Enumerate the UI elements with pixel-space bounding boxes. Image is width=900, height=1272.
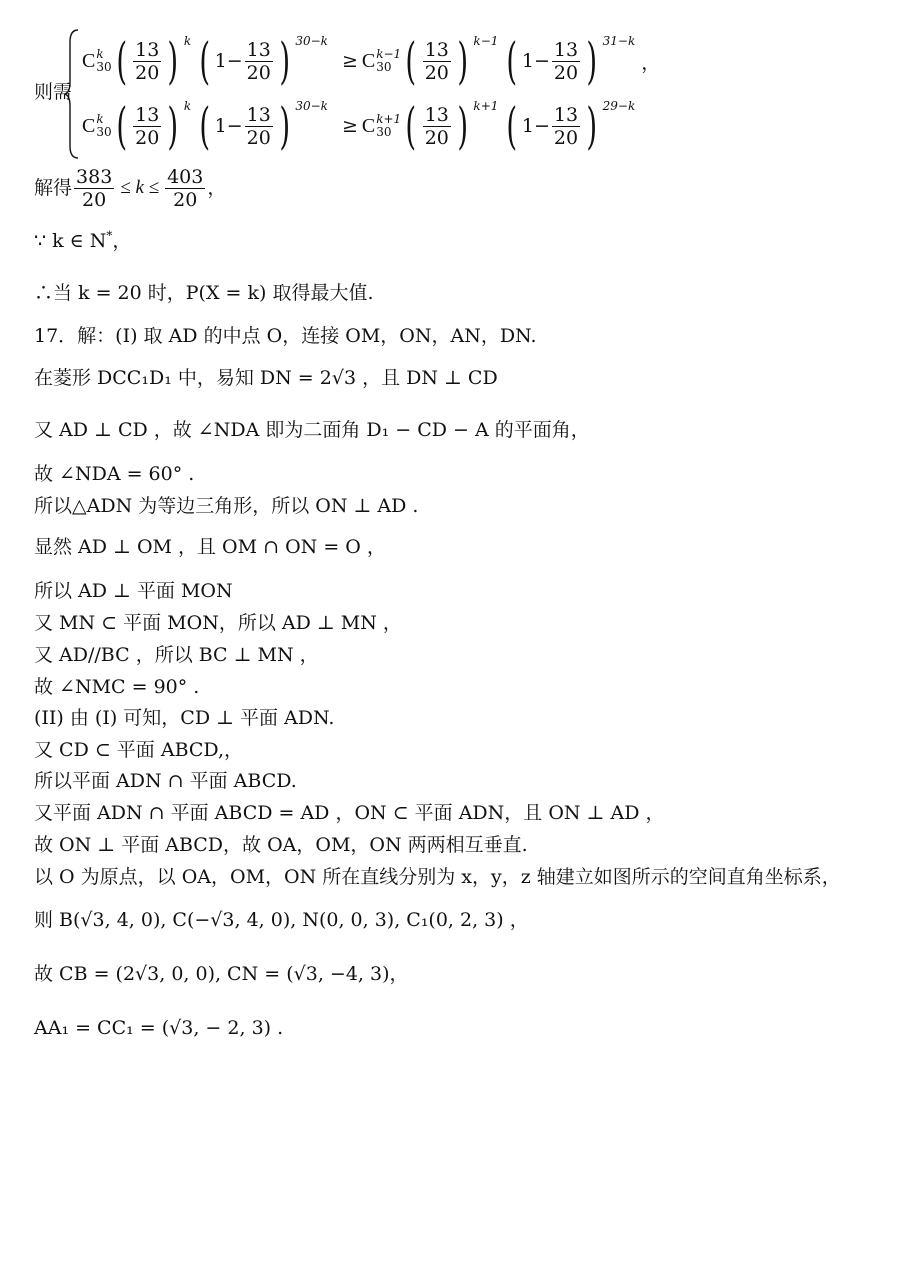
equilateral-line: 所以△ADN 为等边三角形，所以 ON ⊥ AD . (34, 495, 419, 517)
vector-aa1-line: AA₁ = CC₁ = (√3, − 2, 3) . (34, 1017, 284, 1039)
inequality-row-1: C k 30 ( $\frac{13}{20}$ ) k ( 1− $\frac{13}{20}$ ) 30−k ≥ C k−1 30 ( $\frac{13}{20}$ ) k−1 ( 1− $\frac{13}{20}$ ) 31−k ， (82, 32, 661, 90)
angle-60-line: 故 ∠NDA = 60° . (34, 463, 195, 485)
vectors-cb-cn-line: 故 CB = (2√3, 0, 0), CN = (√3, −4, 3)， (34, 963, 409, 985)
part-2-line: (II) 由 (I) 可知，CD ⊥ 平面 ADN. (34, 707, 335, 729)
inequality-row-2: C k 30 ( $\frac{13}{20}$ ) k ( 1− $\frac{13}{20}$ ) 30−k ≥ C k+1 30 ( $\frac{13}{20}$ ) k+1 ( 1− $\frac{13}{20}$ ) 29−k (82, 97, 636, 155)
solve-line: 解得 $\frac{383}{20}$ ≤ k ≤ $\frac{403}{20}$ ， (34, 165, 227, 211)
therefore-line: ∴当 k = 20 时，P(X = k) 取得最大值. (34, 282, 374, 304)
rhombus-line: 在菱形 DCC₁D₁ 中，易知 DN = 2√3 ，且 DN ⊥ CD (34, 367, 498, 389)
problem-17-line: 17．解：(I) 取 AD 的中点 O，连接 OM，ON，AN，DN. (34, 325, 537, 347)
mn-in-plane-line: 又 MN ⊂ 平面 MON，所以 AD ⊥ MN ， (34, 612, 402, 634)
on-perp-line: 故 ON ⊥ 平面 ABCD，故 OA，OM，ON 两两相互垂直. (34, 834, 528, 856)
ad-parallel-bc-line: 又 AD//BC ，所以 BC ⊥ MN ， (34, 644, 319, 666)
ad-perp-plane-line: 所以 AD ⊥ 平面 MON (34, 580, 233, 602)
obviously-line: 显然 AD ⊥ OM ，且 OM ∩ ON = O ， (34, 536, 386, 558)
cd-in-abcd-line: 又 CD ⊂ 平面 ABCD,， (34, 739, 244, 761)
coordinate-system-line: 以 O 为原点，以 OA，OM，ON 所在直线分别为 x，y，z 轴建立如图所示的空间直角坐标系， (34, 866, 841, 888)
because-line: ∵ k ∈ N*， (34, 228, 132, 252)
left-brace (64, 28, 80, 160)
plane-intersection-line: 又平面 ADN ∩ 平面 ABCD = AD ，ON ⊂ 平面 ADN，且 ON ⊥ AD ， (34, 802, 665, 824)
angle-90-line: 故 ∠NMC = 90° . (34, 676, 200, 698)
coordinates-line: 则 B(√3, 4, 0), C(−√3, 4, 0), N(0, 0, 3), C₁(0, 2, 3) ， (34, 909, 529, 931)
label-zexu: 则需 (34, 81, 73, 103)
also-ad-line: 又 AD ⊥ CD ，故 ∠NDA 即为二面角 D₁ − CD − A 的平面角， (34, 419, 590, 441)
planes-intersect-line: 所以平面 ADN ∩ 平面 ABCD. (34, 770, 297, 792)
